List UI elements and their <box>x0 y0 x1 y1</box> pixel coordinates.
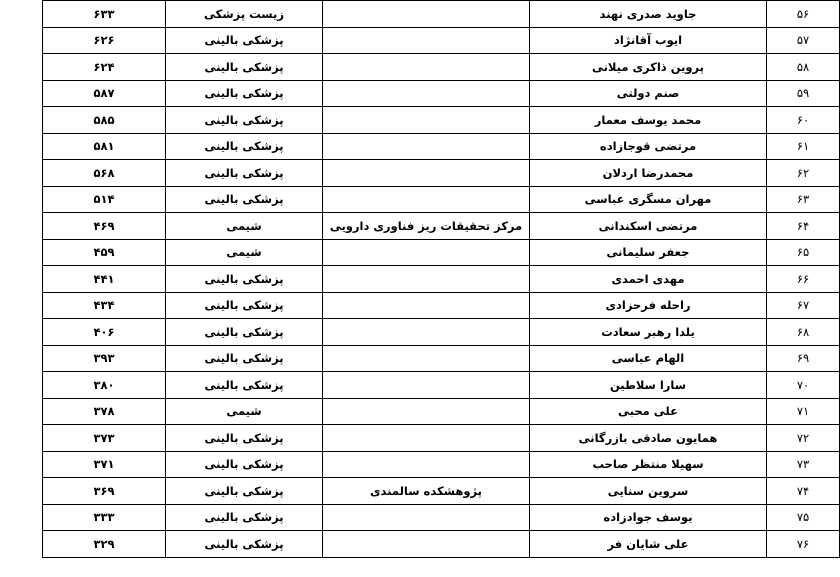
research-field: پزشکی بالینی <box>166 107 323 134</box>
research-field: پزشکی بالینی <box>166 451 323 478</box>
row-index: ۷۵ <box>767 504 840 531</box>
table-row <box>43 54 840 81</box>
citation-score: ۳۷۸ <box>43 398 166 425</box>
researcher-name: راحله فرحزادی <box>530 292 767 319</box>
row-index: ۵۶ <box>767 1 840 28</box>
research-field: پزشکی بالینی <box>166 27 323 54</box>
row-index: ۶۵ <box>767 239 840 266</box>
row-index: ۷۶ <box>767 531 840 558</box>
row-index: ۶۱ <box>767 133 840 160</box>
citation-score: ۵۶۸ <box>43 160 166 187</box>
table-row <box>43 266 840 293</box>
researcher-name: الهام عباسی <box>530 345 767 372</box>
citation-score: ۴۵۹ <box>43 239 166 266</box>
table-row <box>43 319 840 346</box>
row-index: ۶۰ <box>767 107 840 134</box>
citation-score: ۴۶۹ <box>43 213 166 240</box>
table-body <box>43 1 840 558</box>
research-field: شیمی <box>166 398 323 425</box>
researcher-name: مرتضی قوجازاده <box>530 133 767 160</box>
researcher-name: مرتضی اسکندانی <box>530 213 767 240</box>
research-field: پزشکی بالینی <box>166 292 323 319</box>
researchers-table <box>42 0 840 558</box>
row-index: ۵۹ <box>767 80 840 107</box>
research-field: پزشکی بالینی <box>166 345 323 372</box>
research-center <box>323 425 530 452</box>
researcher-name: سهیلا منتظر صاحب <box>530 451 767 478</box>
researcher-name: محمد یوسف معمار <box>530 107 767 134</box>
citation-score: ۵۸۷ <box>43 80 166 107</box>
researcher-name: همایون صادقی بازرگانی <box>530 425 767 452</box>
citation-score: ۶۲۶ <box>43 27 166 54</box>
table-row <box>43 80 840 107</box>
citation-score: ۶۲۴ <box>43 54 166 81</box>
row-index: ۶۲ <box>767 160 840 187</box>
row-index: ۶۶ <box>767 266 840 293</box>
citation-score: ۳۸۰ <box>43 372 166 399</box>
research-field: پزشکی بالینی <box>166 266 323 293</box>
table-row <box>43 186 840 213</box>
row-index: ۷۲ <box>767 425 840 452</box>
research-field: پزشکی بالینی <box>166 372 323 399</box>
researcher-name: جاوید صدری نهند <box>530 1 767 28</box>
research-field: پزشکی بالینی <box>166 478 323 505</box>
row-index: ۶۳ <box>767 186 840 213</box>
row-index: ۶۴ <box>767 213 840 240</box>
research-center <box>323 345 530 372</box>
table-row <box>43 345 840 372</box>
research-center <box>323 107 530 134</box>
citation-score: ۵۸۵ <box>43 107 166 134</box>
research-center <box>323 1 530 28</box>
research-field: پزشکی بالینی <box>166 186 323 213</box>
researcher-name: سارا سلاطین <box>530 372 767 399</box>
research-field: پزشکی بالینی <box>166 425 323 452</box>
table-row <box>43 478 840 505</box>
research-center <box>323 372 530 399</box>
researcher-name: علی محبی <box>530 398 767 425</box>
row-index: ۷۴ <box>767 478 840 505</box>
research-center <box>323 239 530 266</box>
research-center <box>323 292 530 319</box>
row-index: ۶۸ <box>767 319 840 346</box>
table-row <box>43 398 840 425</box>
researcher-name: محمدرضا اردلان <box>530 160 767 187</box>
research-field: پزشکی بالینی <box>166 504 323 531</box>
research-field: زیست پزشکی <box>166 1 323 28</box>
research-field: پزشکی بالینی <box>166 54 323 81</box>
table-row <box>43 425 840 452</box>
research-field: پزشکی بالینی <box>166 531 323 558</box>
research-center <box>323 451 530 478</box>
row-index: ۷۰ <box>767 372 840 399</box>
table-row <box>43 239 840 266</box>
research-center <box>323 504 530 531</box>
citation-score: ۳۹۳ <box>43 345 166 372</box>
research-field: پزشکی بالینی <box>166 133 323 160</box>
table-row <box>43 213 840 240</box>
table-row <box>43 133 840 160</box>
research-center <box>323 160 530 187</box>
table-row <box>43 504 840 531</box>
research-center <box>323 133 530 160</box>
citation-score: ۳۳۳ <box>43 504 166 531</box>
research-center <box>323 531 530 558</box>
research-field: پزشکی بالینی <box>166 319 323 346</box>
table-row <box>43 451 840 478</box>
row-index: ۶۷ <box>767 292 840 319</box>
researcher-name: یلدا رهبر سعادت <box>530 319 767 346</box>
citation-score: ۳۶۹ <box>43 478 166 505</box>
table-row <box>43 107 840 134</box>
researcher-name: علی شایان فر <box>530 531 767 558</box>
research-center <box>323 54 530 81</box>
researcher-name: سروین سنایی <box>530 478 767 505</box>
row-index: ۵۷ <box>767 27 840 54</box>
researcher-name: یوسف جوادزاده <box>530 504 767 531</box>
research-center: مرکز تحقیقات ریز فناوری دارویی <box>323 213 530 240</box>
table-row <box>43 160 840 187</box>
research-center <box>323 266 530 293</box>
citation-score: ۳۲۹ <box>43 531 166 558</box>
citation-score: ۴۳۴ <box>43 292 166 319</box>
researcher-name: صنم دولتی <box>530 80 767 107</box>
research-center <box>323 319 530 346</box>
citation-score: ۶۳۳ <box>43 1 166 28</box>
researcher-name: پروین ذاکری میلانی <box>530 54 767 81</box>
citation-score: ۴۴۱ <box>43 266 166 293</box>
table-row <box>43 292 840 319</box>
research-center: پژوهشکده سالمندی <box>323 478 530 505</box>
citation-score: ۳۷۱ <box>43 451 166 478</box>
research-field: پزشکی بالینی <box>166 80 323 107</box>
researcher-name: مهران مسگری عباسی <box>530 186 767 213</box>
research-field: شیمی <box>166 213 323 240</box>
citation-score: ۵۸۱ <box>43 133 166 160</box>
researcher-name: جعفر سلیمانی <box>530 239 767 266</box>
research-center <box>323 27 530 54</box>
row-index: ۷۱ <box>767 398 840 425</box>
research-center <box>323 398 530 425</box>
row-index: ۶۹ <box>767 345 840 372</box>
row-index: ۵۸ <box>767 54 840 81</box>
researcher-name: مهدی احمدی <box>530 266 767 293</box>
research-field: پزشکی بالینی <box>166 160 323 187</box>
citation-score: ۳۷۳ <box>43 425 166 452</box>
citation-score: ۵۱۴ <box>43 186 166 213</box>
research-field: شیمی <box>166 239 323 266</box>
researcher-name: ایوب آقانژاد <box>530 27 767 54</box>
row-index: ۷۳ <box>767 451 840 478</box>
research-center <box>323 186 530 213</box>
table-row <box>43 1 840 28</box>
table-row <box>43 372 840 399</box>
research-center <box>323 80 530 107</box>
citation-score: ۴۰۶ <box>43 319 166 346</box>
table-row <box>43 531 840 558</box>
table-row <box>43 27 840 54</box>
